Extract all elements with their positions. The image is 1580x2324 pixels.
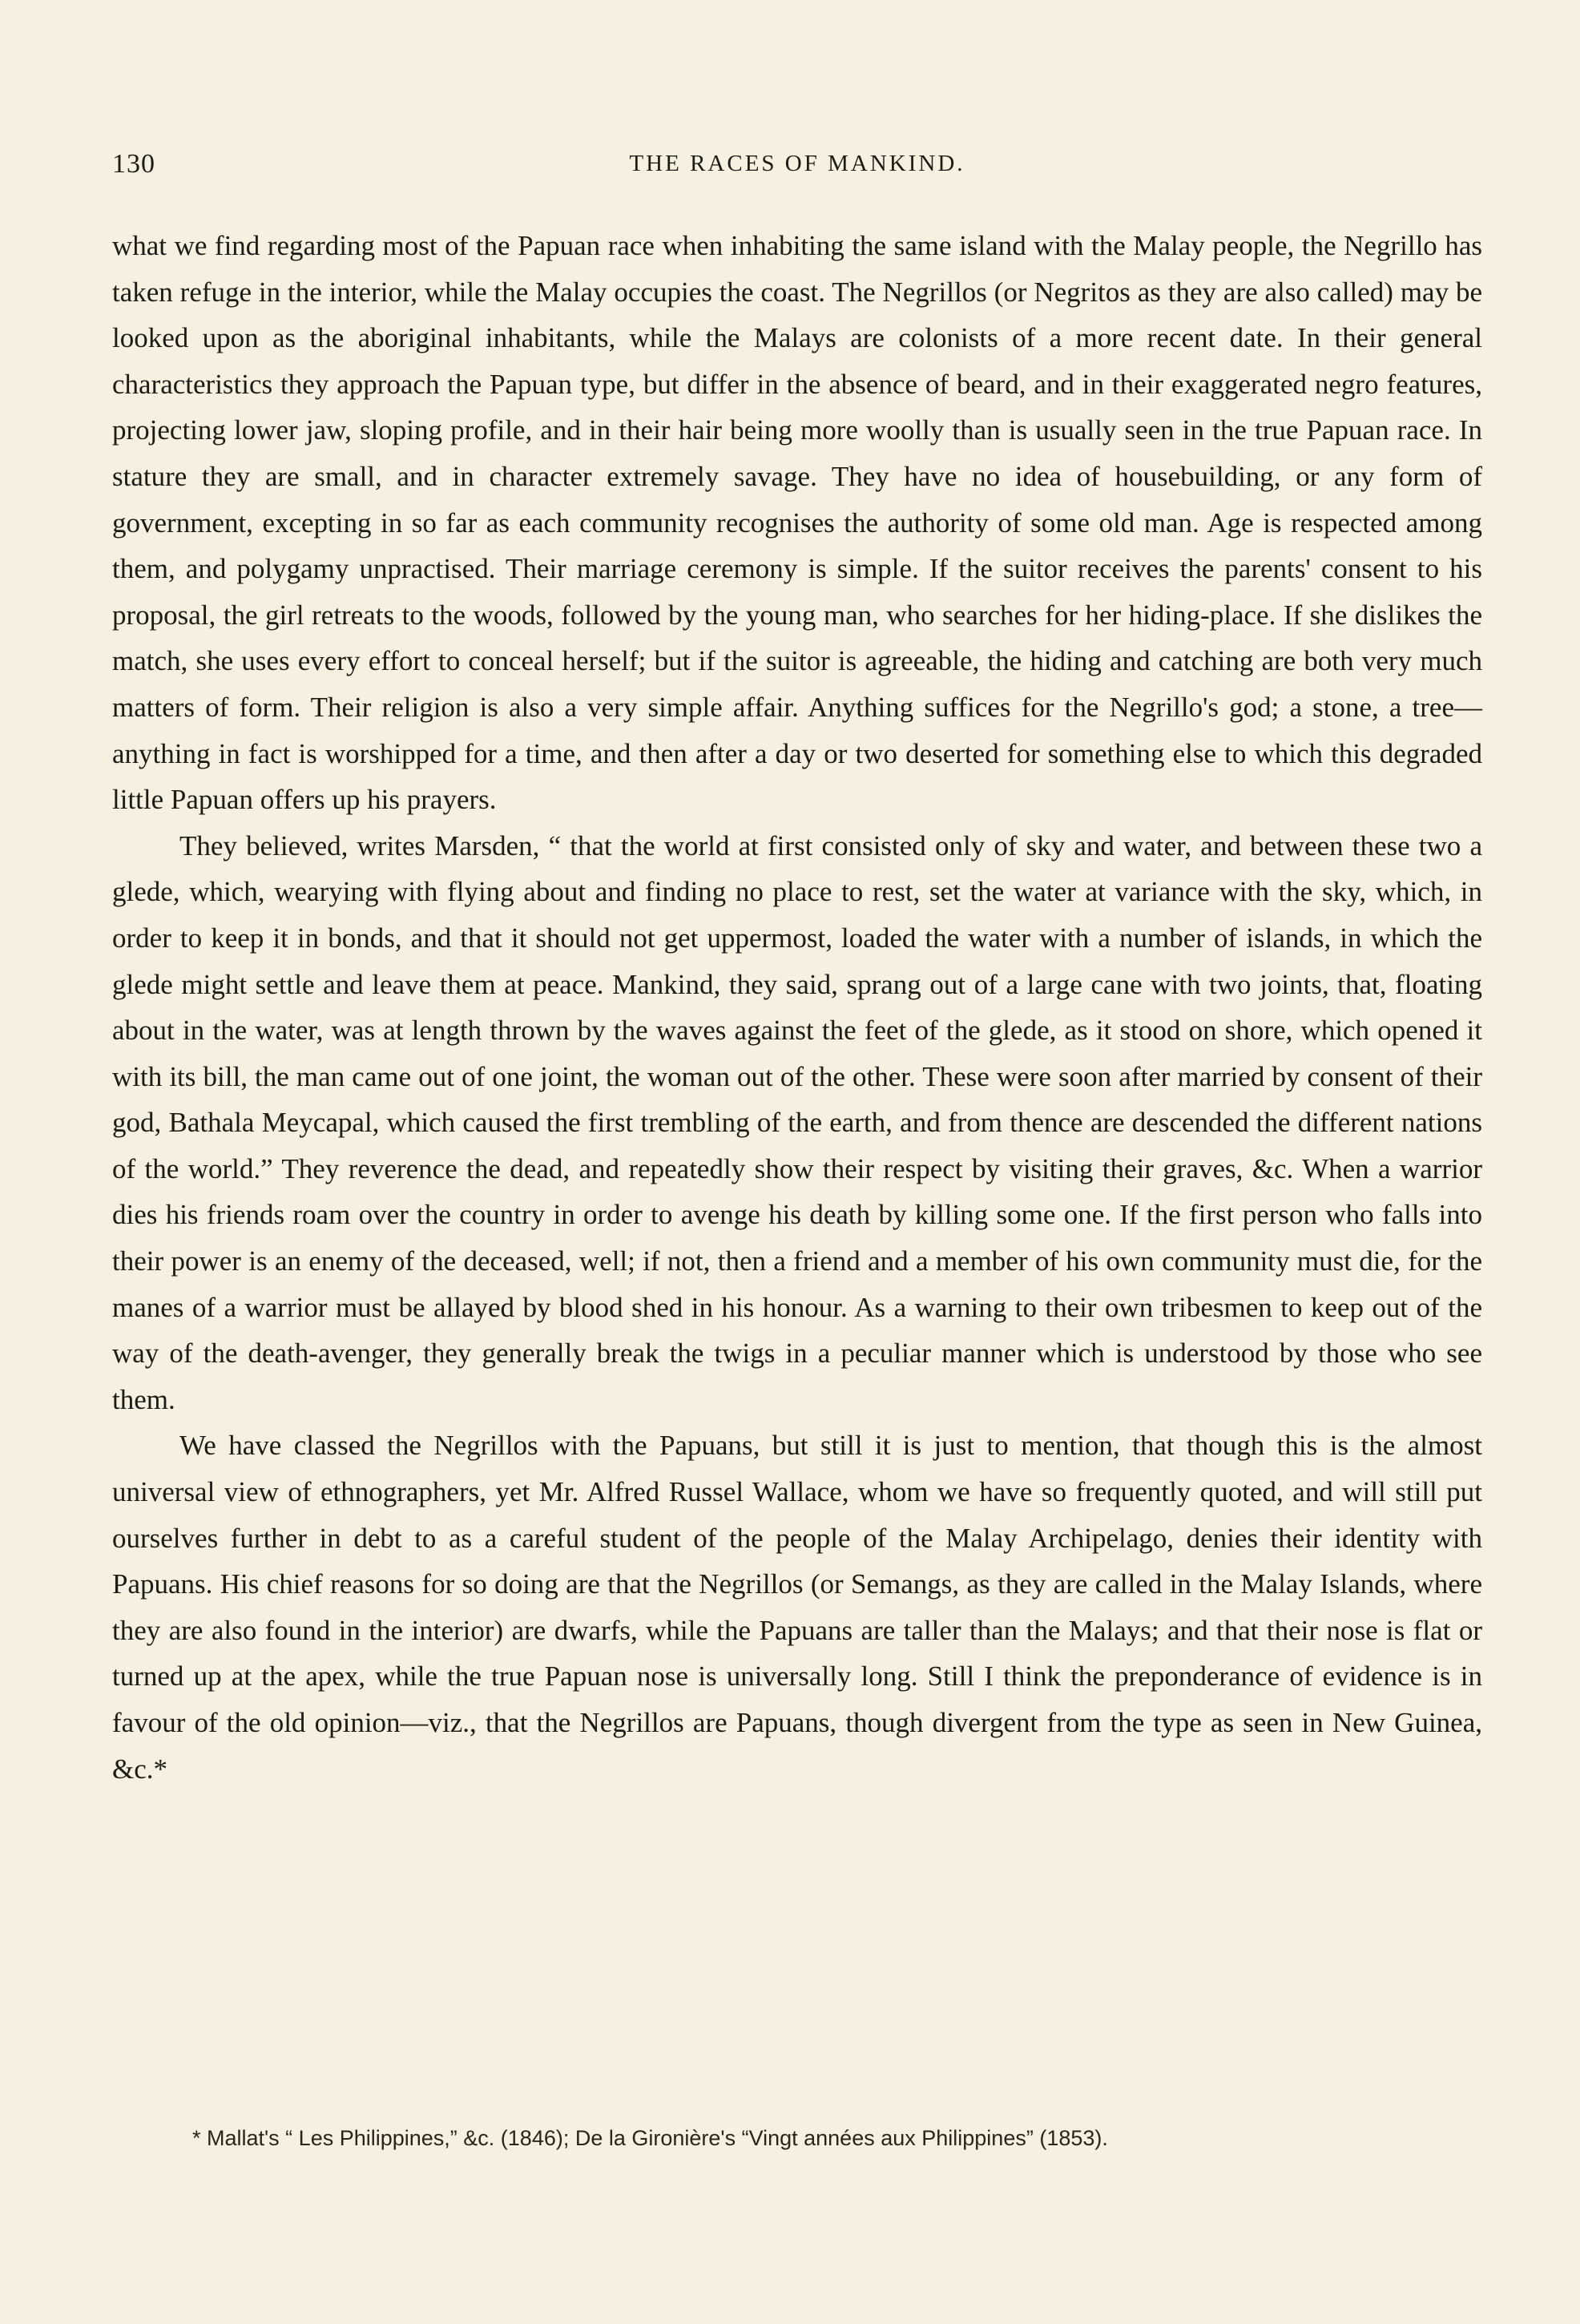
page-header xyxy=(112,149,1482,189)
paragraph: They believed, writes Marsden, “ that the world at first consisted only of sky and water, and between these two a glede, which, wearying with flying about and finding no place to rest, set the water at variance with the sky, which, in order to keep it in bonds, and that it should not get uppermost, loaded the water with a number of islands, in which the glede might settle and leave them at peace. Mankind, they said, sprang out of a large cane with two joints, that, floating about in the water, was at length thrown by the waves against the feet of the glede, as it stood on shore, which opened it with its bill, the man came out of one joint, the woman out of the other. These were soon after married by consent of their god, Bathala Meycapal, which caused the first trembling of the earth, and from thence are descended the different nations of the world.” They reverence the dead, and repeatedly show their respect by visiting their graves, &c. When a warrior dies his friends roam over the country in order to avenge his death by killing some one. If the first person who falls into their power is an enemy of the deceased, well; if not, then a friend and a member of his own community must die, for the manes of a warrior must be allayed by blood shed in his honour. As a warning to their own tribesmen to keep out of the way of the death-avenger, they generally break the twigs in a peculiar manner which is understood by those who see them. xyxy=(112,829,1482,1415)
footnote: * Mallat's “ Les Philippines,” &c. (1846); De la Gironière's “Vingt années aux Philippines” (1853). xyxy=(192,2126,1108,2150)
page-number: 130 xyxy=(112,149,155,179)
body-text xyxy=(112,223,1482,1792)
paragraph: what we find regarding most of the Papuan race when inhabiting the same island with the Malay people, the Negrillo has taken refuge in the interior, while the Malay occupies the coast. The Negrillos (or Negritos as they are also called) may be looked upon as the aboriginal inhabitants, while the Malays are colonists of a more recent date. In their general characteristics they approach the Papuan type, but differ in the absence of beard, and in their exaggerated negro features, projecting lower jaw, sloping profile, and in their hair being more woolly than is usually seen in the true Papuan race. In stature they are small, and in character extremely savage. They have no idea of housebuilding, or any form of government, excepting in so far as each community recognises the authority of some old man. Age is respected among them, and polygamy unpractised. Their marriage ceremony is simple. If the suitor receives the parents' consent to his proposal, the girl retreats to the woods, followed by the young man, who searches for her hiding-place. If she dislikes the match, she uses every effort to conceal herself; but if the suitor is agreeable, the hiding and catching are both very much matters of form. Their religion is also a very simple affair. Anything suffices for the Negrillo's god; a stone, a tree—anything in fact is worshipped for a time, and then after a day or two deserted for something else to which this degraded little Papuan offers up his prayers. xyxy=(112,230,1482,816)
running-head: THE RACES OF MANKIND. xyxy=(629,151,965,176)
paragraph: We have classed the Negrillos with the Papuans, but still it is just to mention, that though this is the almost universal view of ethnographers, yet Mr. Alfred Russel Wallace, whom we have so frequently quoted, and will still put ourselves further in debt to as a careful student of the people of the Malay Archipelago, denies their identity with Papuans. His chief reasons for so doing are that the Negrillos (or Semangs, as they are called in the Malay Islands, where they are also found in the interior) are dwarfs, while the Papuans are taller than the Malays; and that their nose is flat or turned up at the apex, while the true Papuan nose is universally long. Still I think the preponderance of evidence is in favour of the old opinion—viz., that the Negrillos are Papuans, though divergent from the type as seen in New Guinea, &c.* xyxy=(112,1430,1482,1785)
